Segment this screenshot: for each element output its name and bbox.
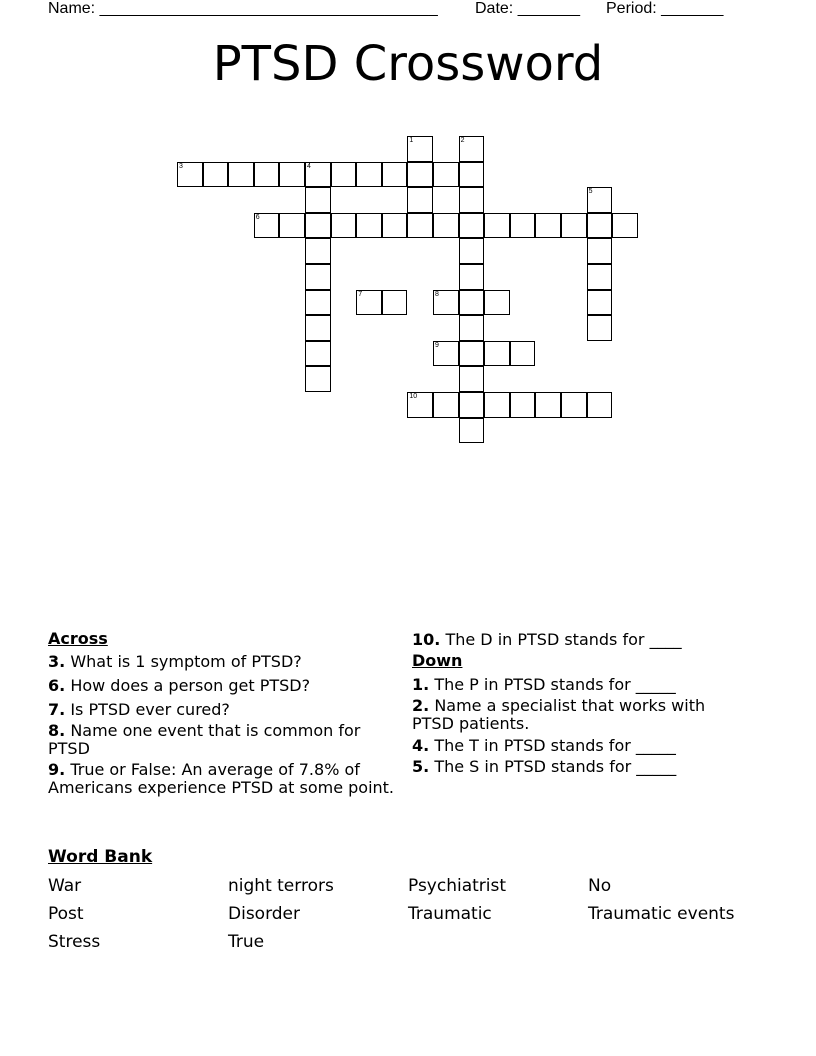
crossword-cell[interactable]: [177, 162, 203, 188]
crossword-cell[interactable]: [587, 238, 613, 264]
crossword-cell[interactable]: [459, 392, 485, 418]
crossword-cell[interactable]: [407, 136, 433, 162]
crossword-cell[interactable]: [433, 341, 459, 367]
crossword-cell[interactable]: [407, 213, 433, 239]
word-bank-item: No: [588, 876, 612, 896]
crossword-cell[interactable]: [459, 136, 485, 162]
period-field[interactable]: Period: _______: [606, 0, 724, 17]
clue-number: 6.: [48, 676, 66, 695]
clue-text: The P in PTSD stands for _____: [434, 675, 676, 694]
clue-number: 3.: [48, 652, 66, 671]
word-bank-title: Word Bank: [48, 847, 153, 867]
word-bank-item: War: [48, 876, 82, 896]
crossword-cell[interactable]: [587, 315, 613, 341]
crossword-cell[interactable]: [459, 290, 485, 316]
crossword-cell[interactable]: [587, 187, 613, 213]
clue-across-7: [48, 701, 398, 719]
word-bank-item: Psychiatrist: [408, 876, 507, 896]
down-clues: [412, 631, 752, 776]
crossword-cell[interactable]: [459, 264, 485, 290]
crossword-cell[interactable]: [510, 213, 536, 239]
crossword-cell[interactable]: [459, 366, 485, 392]
clue-number-label: 1: [409, 137, 414, 144]
crossword-cell[interactable]: [356, 162, 382, 188]
clue-number: 7.: [48, 700, 66, 719]
crossword-cell[interactable]: [561, 213, 587, 239]
clue-text: What is 1 symptom of PTSD?: [70, 652, 302, 671]
crossword-cell[interactable]: [510, 341, 536, 367]
crossword-cell[interactable]: [382, 290, 408, 316]
clue-text: Is PTSD ever cured?: [70, 700, 230, 719]
crossword-cell[interactable]: [305, 213, 331, 239]
clue-text: The D in PTSD stands for ____: [445, 630, 682, 649]
crossword-cell[interactable]: [587, 264, 613, 290]
clue-down-2: [412, 697, 747, 733]
crossword-cell[interactable]: [356, 290, 382, 316]
clue-number-label: 5: [588, 188, 593, 196]
crossword-cell[interactable]: [279, 162, 305, 188]
clue-text: The S in PTSD stands for _____: [434, 757, 677, 776]
clue-number: 10.: [412, 630, 441, 649]
crossword-cell[interactable]: [382, 162, 408, 188]
crossword-cell[interactable]: [407, 392, 433, 418]
clue-number-label: 6: [255, 213, 260, 221]
page-title: PTSD Crossword: [212, 36, 604, 92]
crossword-cell[interactable]: [254, 162, 280, 188]
clue-down-4: [412, 737, 752, 755]
clue-across-10: [412, 631, 752, 649]
word-bank-item: True: [228, 932, 265, 952]
crossword-cell[interactable]: [561, 392, 587, 418]
clue-across-8: [48, 722, 368, 758]
word-bank-item: Disorder: [228, 904, 301, 924]
crossword-cell[interactable]: [228, 162, 254, 188]
crossword-cell[interactable]: [484, 341, 510, 367]
crossword-cell[interactable]: [433, 162, 459, 188]
clue-number-label: 8: [435, 290, 439, 298]
clue-across-9: [48, 761, 398, 797]
clue-text: The T in PTSD stands for _____: [434, 736, 676, 755]
crossword-cell[interactable]: [305, 315, 331, 341]
clue-down-5: [412, 758, 752, 776]
across-clues: [48, 630, 398, 797]
word-bank-item: Post: [48, 904, 84, 924]
crossword-cell[interactable]: [407, 187, 433, 213]
crossword-cell[interactable]: [459, 341, 485, 367]
crossword-cell[interactable]: [587, 290, 613, 316]
crossword-cell[interactable]: [305, 290, 331, 316]
crossword-cell[interactable]: [331, 213, 357, 239]
down-heading: Down: [412, 651, 463, 670]
word-bank-item: Traumatic: [408, 904, 492, 924]
crossword-cell[interactable]: [279, 213, 305, 239]
crossword-cell[interactable]: [382, 213, 408, 239]
crossword-cell[interactable]: [305, 238, 331, 264]
crossword-cell[interactable]: [484, 290, 510, 316]
clue-across-3: [48, 653, 398, 671]
clue-number: 5.: [412, 757, 430, 776]
crossword-cell[interactable]: [305, 162, 331, 188]
crossword-cell[interactable]: [459, 187, 485, 213]
clue-text: Name one event that is common for PTSD: [48, 721, 361, 758]
clue-number: 4.: [412, 736, 430, 755]
crossword-cell[interactable]: [459, 238, 485, 264]
clue-text: Name a specialist that works with PTSD patients.: [412, 696, 706, 733]
crossword-cell[interactable]: [305, 341, 331, 367]
clue-number: 1.: [412, 675, 430, 694]
crossword-cell[interactable]: [203, 162, 229, 188]
clue-number-label: 10: [409, 393, 418, 400]
crossword-cell[interactable]: [459, 418, 485, 444]
crossword-cell[interactable]: [305, 187, 331, 213]
crossword-cell[interactable]: [433, 213, 459, 239]
clue-number-label: 3: [179, 162, 183, 170]
name-field[interactable]: Name: ______________________________________: [48, 0, 438, 17]
crossword-cell[interactable]: [484, 213, 510, 239]
clue-number-label: 7: [358, 290, 363, 298]
word-bank-item: night terrors: [228, 876, 334, 896]
clue-text: How does a person get PTSD?: [70, 676, 311, 695]
clue-text: True or False: An average of 7.8% of Americans experience PTSD at some point.: [48, 760, 395, 797]
clue-number-label: 2: [460, 137, 465, 144]
crossword-cell[interactable]: [510, 392, 536, 418]
crossword-cell[interactable]: [305, 264, 331, 290]
clue-across-6: [48, 677, 398, 695]
crossword-cell[interactable]: [459, 315, 485, 341]
crossword-cell[interactable]: [459, 162, 485, 188]
crossword-cell[interactable]: [305, 366, 331, 392]
crossword-cell[interactable]: [331, 162, 357, 188]
crossword-cell[interactable]: [587, 213, 613, 239]
date-field[interactable]: Date: _______: [475, 0, 580, 17]
crossword-cell[interactable]: [356, 213, 382, 239]
crossword-cell[interactable]: [433, 290, 459, 316]
word-bank-item: Stress: [48, 932, 101, 952]
crossword-cell[interactable]: [535, 392, 561, 418]
crossword-cell[interactable]: [433, 392, 459, 418]
crossword-cell[interactable]: [612, 213, 638, 239]
clue-number: 2.: [412, 696, 430, 715]
clue-down-1: [412, 676, 752, 694]
crossword-cell[interactable]: [254, 213, 280, 239]
clue-number-label: 4: [307, 162, 311, 170]
crossword-cell[interactable]: [587, 392, 613, 418]
clue-number: 9.: [48, 760, 66, 779]
crossword-cell[interactable]: [459, 213, 485, 239]
across-heading: Across: [48, 629, 108, 648]
clue-number-label: 9: [435, 341, 439, 349]
crossword-cell[interactable]: [535, 213, 561, 239]
crossword-cell[interactable]: [407, 162, 433, 188]
clue-number: 8.: [48, 721, 66, 740]
word-bank-item: Traumatic events: [588, 904, 735, 924]
crossword-cell[interactable]: [484, 392, 510, 418]
